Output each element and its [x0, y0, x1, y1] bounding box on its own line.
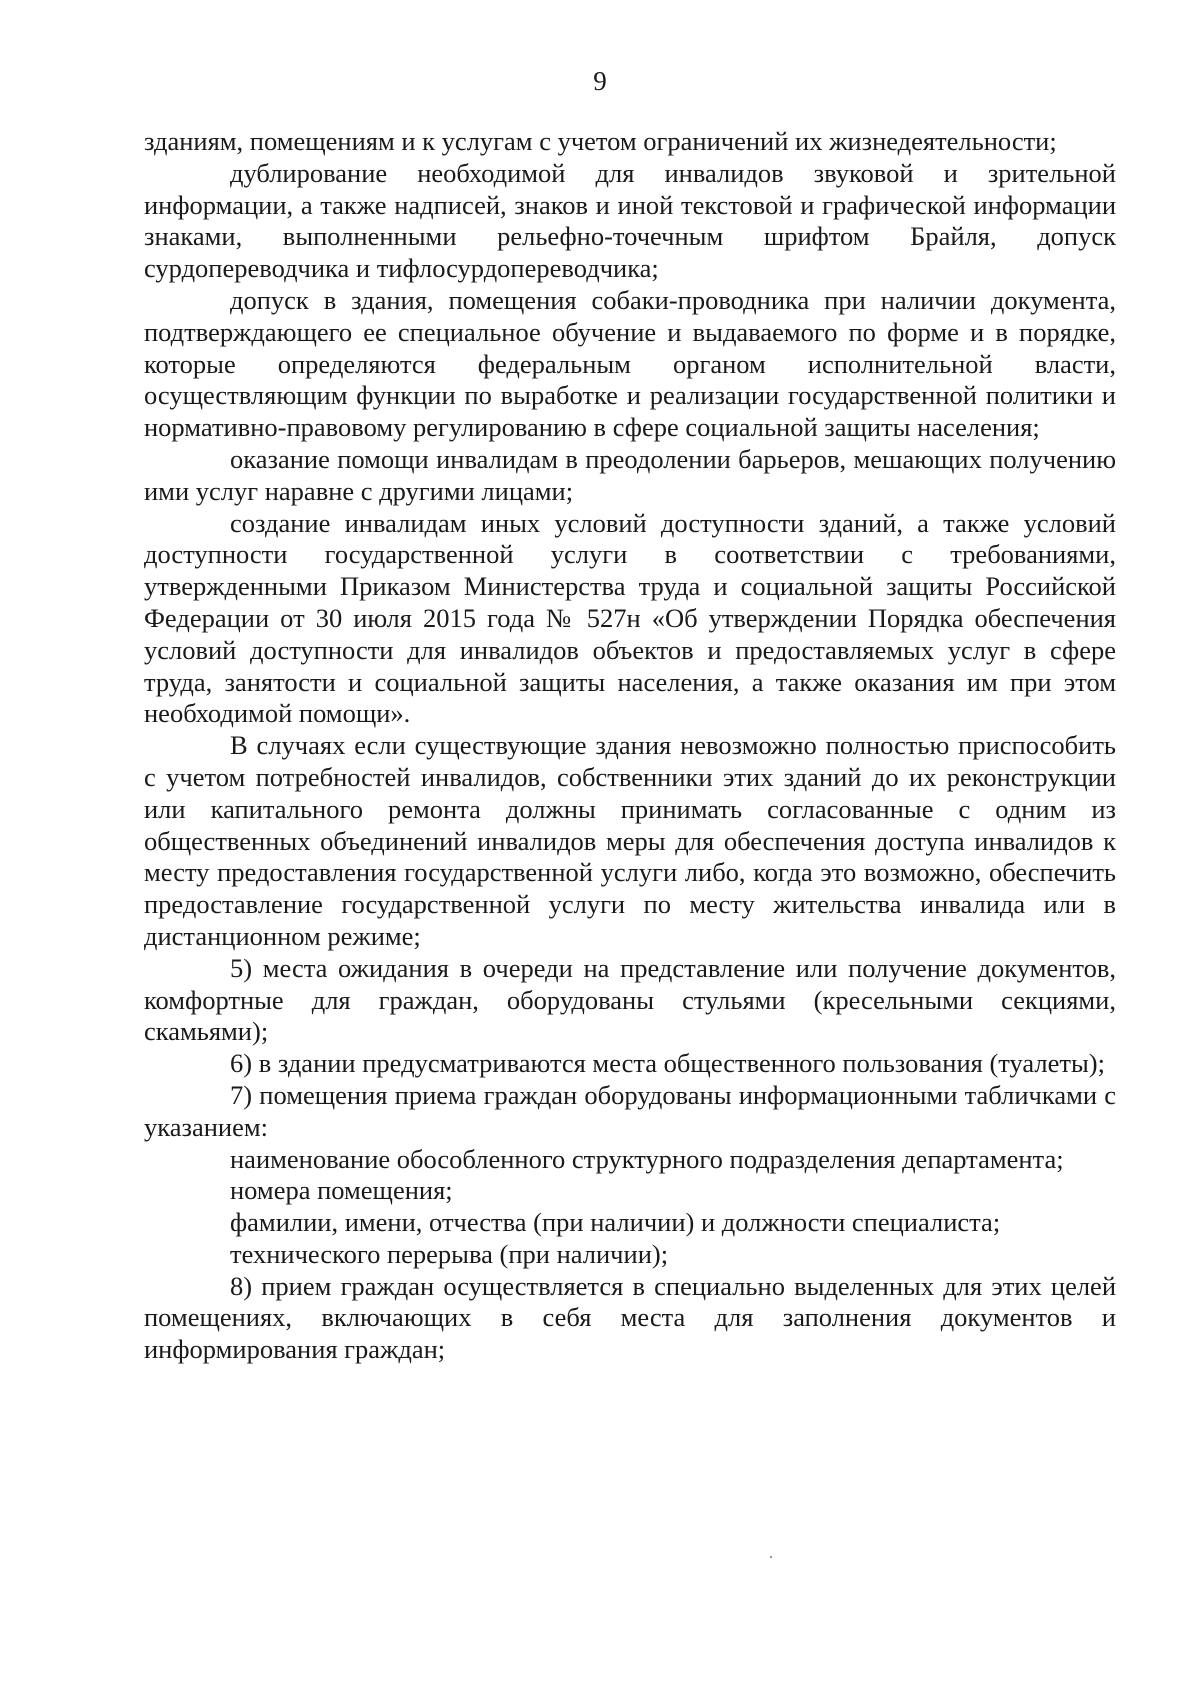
paragraph-3: допуск в здания, помещения собаки-проводника при наличии документа, подтверждающего ее специальное обучение и выдаваемого по форме и в порядке, которые определяются федеральным органом исполнительной власти, осуществляющим функции по выработке и реализации государственной политики и нормативно-правовому регулированию в сфере социальной защиты населения; — [144, 284, 1116, 443]
paragraph-8: 6) в здании предусматриваются места общественного пользования (туалеты); — [230, 1048, 1105, 1079]
paragraph-6: В случаях если существующие здания невозможно полностью приспособить с учетом потребностей инвалидов, собственники этих зданий до их реконструкции или капитального ремонта должны принимать согласованные с одним из общественных объединений инвалидов меры для обеспечения доступа инвалидов к месту предоставления государственной услуги либо, когда это возможно, обеспечить предоставление государственной услуги по месту жительства инвалида или в дистанционном режиме; — [144, 730, 1116, 951]
paragraph-7: 5) места ожидания в очереди на представление или получение документов, комфортные для граждан, оборудованы стульями (кресельными секциями, скамьями); — [144, 952, 1116, 1047]
paragraph-5: создание инвалидам иных условий доступности зданий, а также условий доступности государственной услуги в соответствии с требованиями, утвержденными Приказом Министерства труда и социальной защиты Российской Федерации от 30 июля 2015 года № 527н «Об утверждении Порядка обеспечения условий доступности для инвалидов объектов и предоставляемых услуг в сфере труда, занятости и социальной защиты населения, а также оказания им при этом необходимой помощи». — [144, 507, 1116, 729]
paragraph-14: 8) прием граждан осуществляется в специально выделенных для этих целей помещениях, включающих в себя места для заполнения документов и информирования граждан; — [144, 1270, 1116, 1365]
paragraph-13: технического перерыва (при наличии); — [230, 1238, 669, 1269]
paragraph-9: 7) помещения приема граждан оборудованы информационными табличками с указанием: — [144, 1079, 1116, 1142]
page-number: 9 — [593, 66, 607, 96]
paragraph-4: оказание помощи инвалидам в преодолении барьеров, мешающих получению ими услуг наравне с другими лицами; — [144, 443, 1116, 506]
paragraph-10: наименование обособленного структурного подразделения департамента; — [230, 1143, 1064, 1174]
paragraph-2: дублирование необходимой для инвалидов звуковой и зрительной информации, а также надписей, знаков и иной текстовой и графической информации знаками, выполненными рельефно-точечным шрифтом Брайля, допуск сурдопереводчика и тифлосурдопереводчика; — [144, 157, 1116, 284]
paragraph-1: зданиям, помещениям и к услугам с учетом ограничений их жизнедеятельности; — [144, 126, 1057, 156]
scan-speck — [770, 1556, 772, 1558]
paragraph-12: фамилии, имени, отчества (при наличии) и должности специалиста; — [230, 1207, 1001, 1238]
document-body — [144, 126, 1116, 1366]
paragraph-11: номера помещения; — [230, 1175, 453, 1206]
